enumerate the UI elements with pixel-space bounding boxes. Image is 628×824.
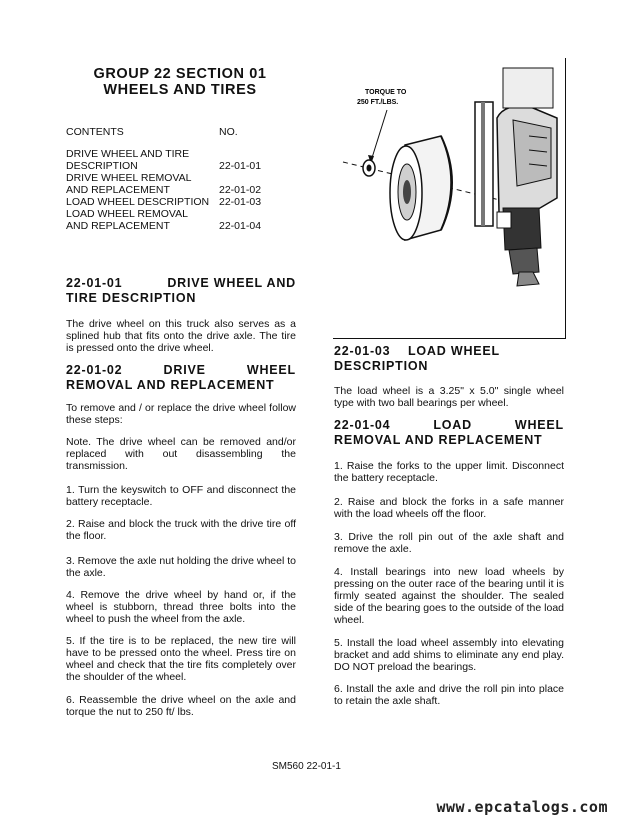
axle-nut	[363, 160, 375, 176]
step-item: 3. Remove the axle nut holding the drive wheel to the axle.	[66, 555, 296, 579]
page-footer: SM560 22-01-1	[272, 761, 341, 772]
heading-text: TIRE DESCRIPTION	[66, 291, 197, 305]
wheel-assembly-illustration	[333, 58, 565, 338]
paragraph: The load wheel is a 3.25" x 5.0" single wheel type with two ball bearings per wheel.	[334, 385, 564, 409]
contents-row-text: AND REPLACEMENT	[66, 220, 170, 232]
step-item: 5. Install the load wheel assembly into elevating bracket and add shims to eliminate any end play. DO NOT preload the bearings.	[334, 637, 564, 673]
title-line-1: GROUP 22 SECTION 01	[93, 66, 267, 82]
contents-row-text: DESCRIPTION	[66, 160, 138, 172]
contents-row-no: 22-01-02	[219, 184, 262, 196]
step-item: 3. Drive the roll pin out of the axle shaft and remove the axle.	[334, 531, 564, 555]
step-item: 6. Reassemble the drive wheel on the axle and torque the nut to 250 ft/ lbs.	[66, 694, 296, 718]
contents-row-text: DRIVE WHEEL AND TIRE	[66, 148, 190, 160]
step-item: 1. Turn the keyswitch to OFF and disconnect the battery receptacle.	[66, 484, 296, 508]
contents-row-text: AND REPLACEMENT	[66, 184, 170, 196]
heading-text: LOAD WHEEL	[407, 344, 500, 358]
step-item: 2. Raise and block the forks in a safe manner with the load wheels off the floor.	[334, 496, 564, 520]
heading-text: DESCRIPTION	[334, 359, 429, 373]
title-line-2: WHEELS AND TIRES	[103, 82, 257, 98]
page-title	[60, 66, 300, 98]
step-item: 2. Raise and block the truck with the drive tire off the floor.	[66, 518, 296, 542]
step-item: 4. Remove the drive wheel by hand or, if the wheel is stubborn, thread three bolts into the wheel to push the wheel from the axle.	[66, 589, 296, 625]
section-heading-22-01-02	[66, 363, 296, 393]
contents-no-label: NO.	[219, 126, 238, 138]
contents-row-text: LOAD WHEEL REMOVAL	[66, 208, 188, 220]
torque-label-line-1: TORQUE TO	[365, 89, 407, 96]
heading-text: REMOVAL AND REPLACEMENT	[66, 378, 275, 392]
contents-row-text: LOAD WHEEL DESCRIPTION	[66, 196, 210, 208]
watermark: www.epcatalogs.com	[436, 798, 608, 816]
contents-row-text: DRIVE WHEEL REMOVAL	[66, 172, 192, 184]
heading-number: 22-01-01	[66, 276, 123, 290]
heading-text: DRIVE	[163, 363, 206, 377]
heading-number: 22-01-04	[334, 418, 391, 432]
torque-label-line-2: 250 FT./LBS.	[357, 99, 399, 106]
section-heading-22-01-01	[66, 276, 296, 306]
drive-wheel	[390, 136, 452, 240]
leader-line	[371, 110, 387, 161]
step-item: 4. Install bearings into new load wheels by pressing on the outer race of the bearing until it is firmly seated against the shoulder. The sealed side of the bearing goes to the outside of the load wheel.	[334, 566, 565, 626]
section-heading-22-01-04	[334, 418, 564, 448]
heading-text: DRIVE WHEEL AND	[167, 276, 296, 290]
contents-label: CONTENTS	[66, 126, 124, 138]
paragraph: To remove and / or replace the drive wheel follow these steps:	[66, 402, 296, 426]
heading-text: REMOVAL AND REPLACEMENT	[334, 433, 543, 447]
contents-row-no: 22-01-01	[219, 160, 262, 172]
heading-number: 22-01-02	[66, 363, 123, 377]
contents-row-no: 22-01-04	[219, 220, 262, 232]
step-item: 1. Raise the forks to the upper limit. Disconnect the battery receptacle.	[334, 460, 564, 484]
contents-row-no: 22-01-03	[219, 196, 262, 208]
heading-text: LOAD	[433, 418, 472, 432]
section-heading-22-01-03	[334, 344, 564, 374]
heading-number: 22-01-03	[334, 344, 391, 358]
step-item: 5. If the tire is to be replaced, the new tire will have to be pressed onto the wheel. Press tire on wheel and check that the tire fits completely over the shoulder of the wheel.	[66, 635, 296, 683]
heading-text: WHEEL	[246, 363, 296, 377]
truck-frame	[475, 68, 557, 286]
heading-text: WHEEL	[514, 418, 564, 432]
paragraph: The drive wheel on this truck also serves as a splined hub that fits onto the drive axle. The tire is pressed onto the drive wheel.	[66, 318, 296, 354]
note-paragraph: Note. The drive wheel can be removed and/or replaced with out disassembling the transmission.	[66, 436, 296, 472]
step-item: 6. Install the axle and drive the roll pin into place to retain the axle shaft.	[334, 683, 564, 707]
